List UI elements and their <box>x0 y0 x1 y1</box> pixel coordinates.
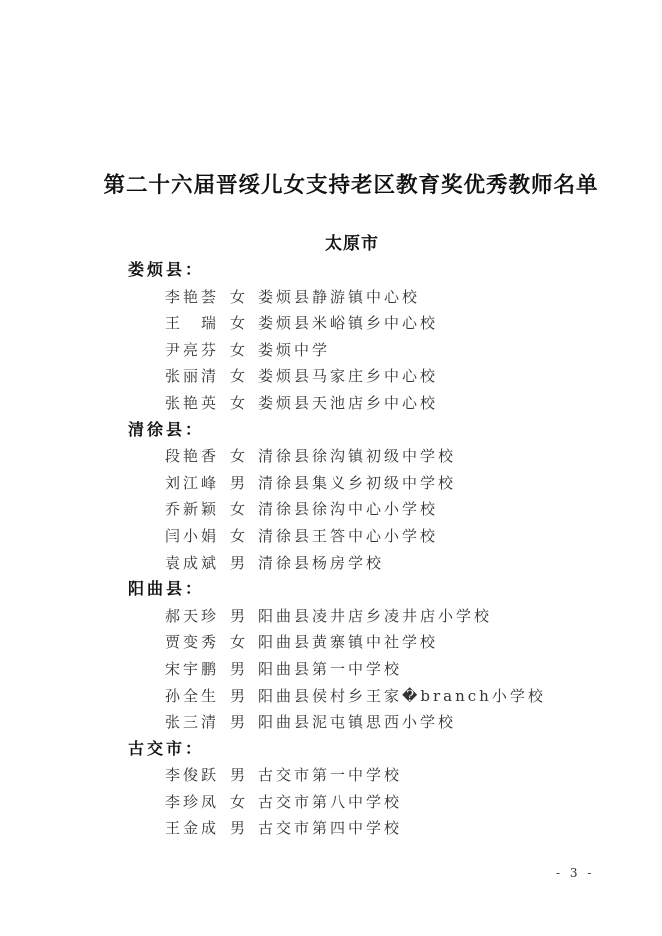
teacher-name: 宋宇鹏 <box>165 659 220 678</box>
teacher-gender: 女 <box>230 287 249 306</box>
teacher-gender: 女 <box>230 367 249 386</box>
teacher-school: 清徐县徐沟镇初级中学校 <box>258 447 457 466</box>
teacher-name: 乔新颖 <box>165 500 220 519</box>
teacher-name: 闫小娟 <box>165 526 220 545</box>
teacher-row <box>128 390 439 417</box>
teacher-gender: 男 <box>230 713 249 732</box>
teacher-row <box>128 656 403 683</box>
teacher-gender: 女 <box>230 314 249 333</box>
teacher-school: 娄烦县米峪镇乡中心校 <box>258 314 439 333</box>
teacher-school: 古交市第四中学校 <box>258 819 403 838</box>
county-heading: 清徐县： <box>128 419 205 439</box>
teacher-row <box>128 470 457 497</box>
teacher-school: 阳曲县泥屯镇思西小学校 <box>258 713 457 732</box>
teacher-name: 贾变秀 <box>165 633 220 652</box>
teacher-school: 娄烦县静游镇中心校 <box>258 287 421 306</box>
teacher-gender: 女 <box>230 633 249 652</box>
teacher-row <box>128 337 331 364</box>
teacher-gender: 女 <box>230 393 249 412</box>
teacher-name: 王金成 <box>165 819 220 838</box>
teacher-gender: 女 <box>230 447 249 466</box>
teacher-school: 阳曲县第一中学校 <box>258 659 403 678</box>
teacher-gender: 女 <box>230 340 249 359</box>
teacher-name: 王 瑞 <box>165 314 220 333</box>
teacher-school: 娄烦县天池店乡中心校 <box>258 393 439 412</box>
page-number: - 3 - <box>556 866 595 880</box>
teacher-row <box>128 550 385 577</box>
teacher-school: 清徐县王答中心小学校 <box>258 526 439 545</box>
teacher-gender: 女 <box>230 792 249 811</box>
teacher-gender: 男 <box>230 659 249 678</box>
teacher-row <box>128 363 439 390</box>
teacher-gender: 男 <box>230 606 249 625</box>
teacher-name: 李艳荟 <box>165 287 220 306</box>
teacher-school: 阳曲县凌井店乡凌井店小学校 <box>258 606 493 625</box>
teacher-gender: 女 <box>230 500 249 519</box>
teacher-name: 尹亮芬 <box>165 340 220 359</box>
teacher-row <box>128 789 403 816</box>
teacher-row <box>128 629 439 656</box>
teacher-school: 清徐县集义乡初级中学校 <box>258 473 457 492</box>
teacher-school: 清徐县徐沟中心小学校 <box>258 500 439 519</box>
city-heading: 太原市 <box>325 234 379 254</box>
teacher-gender: 男 <box>230 686 249 705</box>
teacher-name: 李珍凤 <box>165 792 220 811</box>
county-heading: 阳曲县： <box>128 579 205 599</box>
teacher-gender: 男 <box>230 766 249 785</box>
county-heading: 娄烦县： <box>128 260 205 279</box>
teacher-row <box>128 443 457 470</box>
teacher-school: 娄烦县马家庄乡中心校 <box>258 367 439 386</box>
teacher-name: 刘江峰 <box>165 473 220 492</box>
teacher-name: 郝天珍 <box>165 606 220 625</box>
teacher-school: 清徐县杨房学校 <box>258 553 385 572</box>
teacher-name: 孙全生 <box>165 686 220 705</box>
teacher-row <box>128 683 546 710</box>
teacher-row <box>128 523 439 550</box>
teacher-name: 袁成斌 <box>165 553 220 572</box>
teacher-row <box>128 709 457 736</box>
teacher-gender: 男 <box>230 473 249 492</box>
teacher-row <box>128 603 493 630</box>
teacher-row <box>128 310 439 337</box>
teacher-school: 古交市第一中学校 <box>258 766 403 785</box>
teacher-row <box>128 762 403 789</box>
teacher-gender: 男 <box>230 819 249 838</box>
teacher-row <box>128 284 421 311</box>
teacher-school: 古交市第八中学校 <box>258 792 403 811</box>
teacher-gender: 女 <box>230 526 249 545</box>
teacher-name: 张三清 <box>165 713 220 732</box>
county-heading: 古交市： <box>128 738 205 758</box>
teacher-school: 阳曲县侯村乡王家�branch小学校 <box>258 686 546 705</box>
teacher-name: 张艳英 <box>165 393 220 412</box>
teacher-school: 娄烦中学 <box>258 340 331 359</box>
teacher-row <box>128 496 439 523</box>
teacher-list <box>128 257 546 842</box>
document-title: 第二十六届晋绥儿女支持老区教育奖优秀教师名单 <box>103 173 599 198</box>
teacher-row <box>128 815 403 842</box>
teacher-gender: 男 <box>230 553 249 572</box>
teacher-name: 李俊跃 <box>165 766 220 785</box>
teacher-school: 阳曲县黄寨镇中社学校 <box>258 633 439 652</box>
teacher-name: 段艳香 <box>165 447 220 466</box>
teacher-name: 张丽清 <box>165 367 220 386</box>
